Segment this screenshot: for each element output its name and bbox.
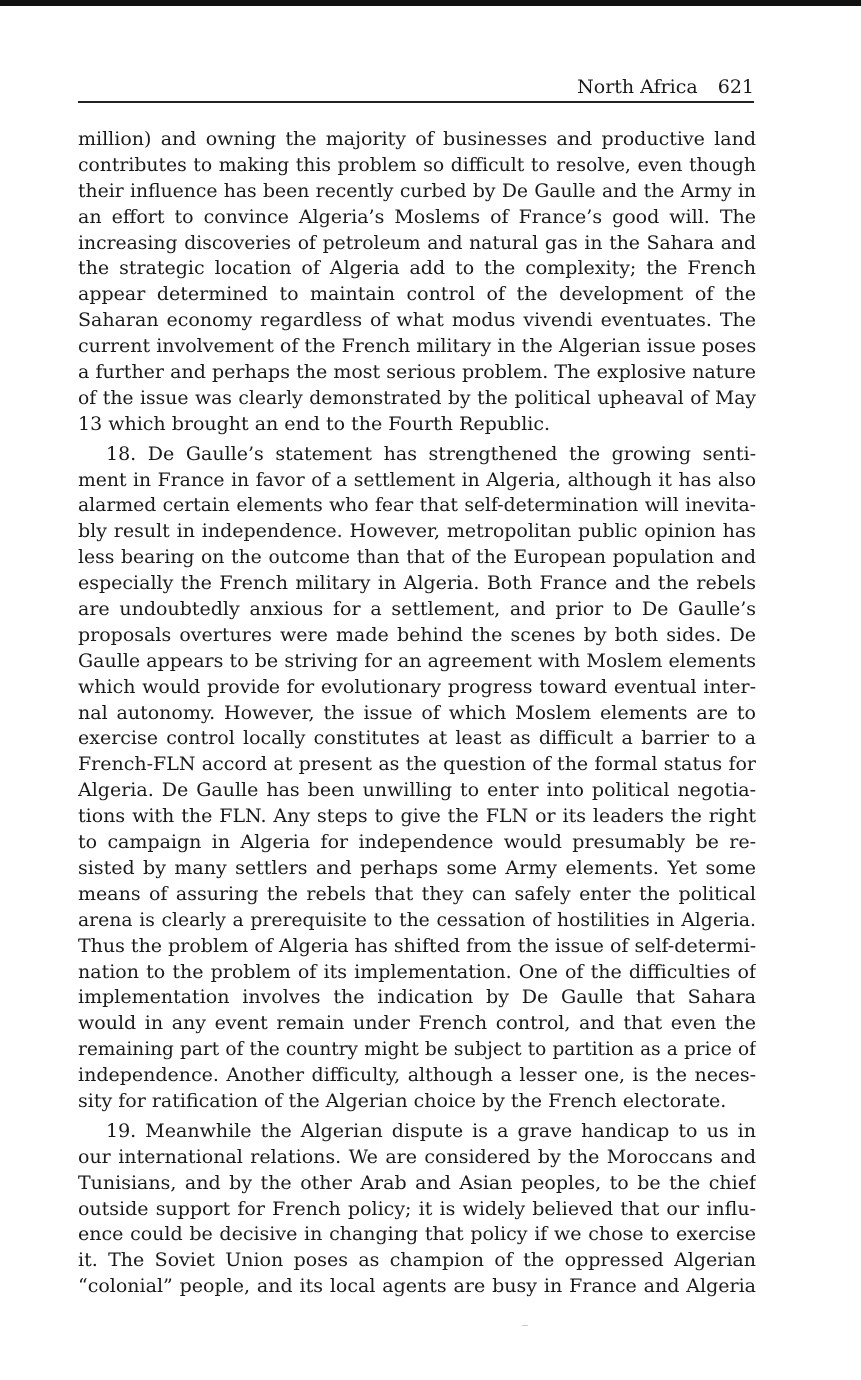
text-line: 13 which brought an end to the Fourth Republic. (78, 412, 551, 435)
text-line: a further and perhaps the most serious problem. The explosive nature (78, 361, 756, 384)
text-line: contributes to making this problem so difficult to resolve, even though (78, 154, 756, 176)
text-line: independence. Another difficulty, although a lesser one, is the neces- (78, 1064, 756, 1087)
text-line: it. The Soviet Union poses as champion of the oppressed Algerian (78, 1249, 756, 1272)
text-line: Gaulle appears to be striving for an agreement with Moslem elements (78, 649, 756, 672)
text-line: exercise control locally constitutes at least as difficult a barrier to a (78, 727, 756, 750)
text-line: 19. Meanwhile the Algerian dispute is a grave handicap to us in (106, 1119, 756, 1142)
text-line: especially the French military in Algeria. Both France and the rebels (78, 572, 756, 595)
text-line: nation to the problem of its implementation. One of the difficulties of (78, 960, 756, 983)
text-line: to campaign in Algeria for independence would presumably be re- (78, 831, 756, 854)
text-line: “colonial” people, and its local agents are busy in France and Algeria (78, 1275, 756, 1298)
text-line: would in any event remain under French control, and that even the (78, 1012, 756, 1035)
text-line: ment in France in favor of a settlement in Algeria, although it has also (78, 469, 756, 491)
text-line: arena is clearly a prerequisite to the cessation of hostilities in Algeria. (78, 909, 756, 931)
text-line: alarmed certain elements who fear that self-determination will inevita- (78, 495, 756, 517)
page-number: 621 (717, 76, 754, 98)
text-line: sisted by many settlers and perhaps some Army elements. Yet some (78, 856, 756, 879)
running-head (78, 74, 754, 103)
text-line: sity for ratification of the Algerian choice by the French electorate. (78, 1089, 727, 1112)
running-head-title: North Africa (577, 76, 698, 98)
text-line: outside support for French policy; it is widely believed that our influ- (78, 1197, 756, 1220)
text-line: French-FLN accord at present as the question of the formal status for (78, 753, 756, 776)
text-line: proposals overtures were made behind the scenes by both sides. De (78, 623, 756, 646)
text-line: our international relations. We are considered by the Moroccans and (78, 1145, 756, 1168)
text-line: million) and owning the majority of businesses and productive land (78, 128, 756, 150)
text-line: less bearing on the outcome than that of the European population and (78, 547, 756, 569)
text-line: Saharan economy regardless of what modus vivendi eventuates. The (78, 309, 756, 332)
paragraph-18 (78, 442, 756, 1115)
scan-top-edge (0, 0, 861, 6)
text-line: nal autonomy. However, the issue of which Moslem elements are to (78, 701, 756, 724)
text-line: bly result in independence. However, metropolitan public opinion has (78, 520, 756, 543)
text-line: which would provide for evolutionary progress toward eventual inter- (78, 675, 756, 698)
text-line: current involvement of the French military in the Algerian issue poses (78, 335, 756, 358)
text-line: are undoubtedly anxious for a settlement, and prior to De Gaulle’s (78, 598, 756, 621)
text-line: the strategic location of Algeria add to the complexity; the French (78, 257, 756, 280)
text-line: implementation involves the indication by De Gaulle that Sahara (78, 986, 756, 1009)
text-line: tions with the FLN. Any steps to give the FLN or its leaders the right (78, 805, 756, 828)
text-line: an effort to convince Algeria’s Moslems of France’s good will. The (78, 205, 756, 228)
text-line: ence could be decisive in changing that policy if we chose to exercise (78, 1223, 756, 1246)
text-line: Thus the problem of Algeria has shifted from the issue of self-determi- (78, 934, 756, 957)
text-line: Algeria. De Gaulle has been unwilling to enter into political negotia- (78, 779, 756, 802)
text-line: means of assuring the rebels that they can safely enter the political (78, 882, 756, 905)
body-text (78, 127, 756, 1300)
paragraph-19 (78, 1119, 756, 1300)
text-line: appear determined to maintain control of the development of the (78, 283, 756, 306)
text-line: remaining part of the country might be subject to partition as a price of (78, 1039, 756, 1061)
text-line: of the issue was clearly demonstrated by the political upheaval of May (78, 387, 756, 409)
scan-speck (522, 1325, 528, 1326)
text-line: their influence has been recently curbed by De Gaulle and the Army in (78, 180, 756, 202)
text-line: Tunisians, and by the other Arab and Asian peoples, to be the chief (78, 1171, 756, 1194)
paragraph-continued (78, 127, 756, 438)
text-line: 18. De Gaulle’s statement has strengthened the growing senti- (106, 442, 756, 465)
text-line: increasing discoveries of petroleum and natural gas in the Sahara and (78, 232, 756, 254)
